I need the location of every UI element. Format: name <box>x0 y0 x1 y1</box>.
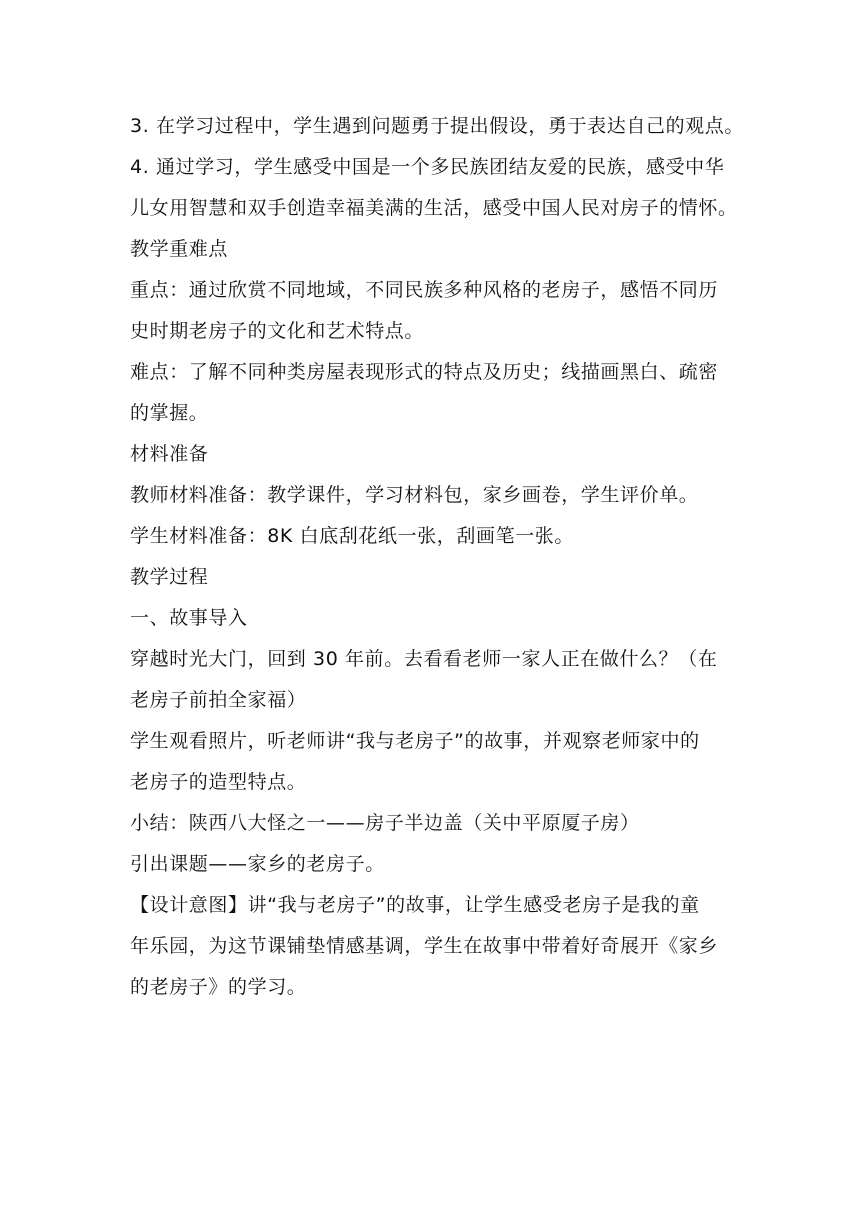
difficult-point-line-1: 难点：了解不同种类房屋表现形式的特点及历史；线描画黑白、疏密 <box>130 361 719 383</box>
objective-4-line-2: 儿女用智慧和双手创造幸福美满的生活，感受中国人民对房子的情怀。 <box>130 197 738 219</box>
key-point-line-1: 重点：通过欣赏不同地域，不同民族多种风格的老房子，感悟不同历 <box>130 279 719 301</box>
lesson-topic-line: 引出课题——家乡的老房子。 <box>130 853 385 875</box>
story-line-2: 老房子前拍全家福） <box>130 689 307 711</box>
heading-teaching-process: 教学过程 <box>130 566 209 588</box>
objective-4-line-1: 4. 通过学习，学生感受中国是一个多民族团结友爱的民族，感受中华 <box>130 156 725 178</box>
story-line-3: 学生观看照片，听老师讲“我与老房子”的故事，并观察老师家中的 <box>130 730 700 752</box>
document-body <box>130 106 742 1008</box>
design-intent-line-2: 年乐园，为这节课铺垫情感基调，学生在故事中带着好奇展开《家乡 <box>130 935 719 957</box>
heading-materials: 材料准备 <box>130 443 209 465</box>
section-story-intro: 一、故事导入 <box>130 607 248 629</box>
teacher-materials: 教师材料准备：教学课件，学习材料包，家乡画卷，学生评价单。 <box>130 484 699 506</box>
design-intent-line-3: 的老房子》的学习。 <box>130 976 307 998</box>
summary-line: 小结：陕西八大怪之一——房子半边盖（关中平原厦子房） <box>130 812 640 834</box>
story-line-1: 穿越时光大门，回到 30 年前。去看看老师一家人正在做什么？（在 <box>130 648 718 670</box>
design-intent-line-1: 【设计意图】讲“我与老房子”的故事，让学生感受老房子是我的童 <box>130 894 700 916</box>
objective-3: 3. 在学习过程中，学生遇到问题勇于提出假设，勇于表达自己的观点。 <box>130 115 744 137</box>
difficult-point-line-2: 的掌握。 <box>130 402 209 424</box>
heading-key-difficult-points: 教学重难点 <box>130 238 229 260</box>
story-line-4: 老房子的造型特点。 <box>130 771 307 793</box>
key-point-line-2: 史时期老房子的文化和艺术特点。 <box>130 320 425 342</box>
student-materials: 学生材料准备：8K 白底刮花纸一张，刮画笔一张。 <box>130 525 574 547</box>
